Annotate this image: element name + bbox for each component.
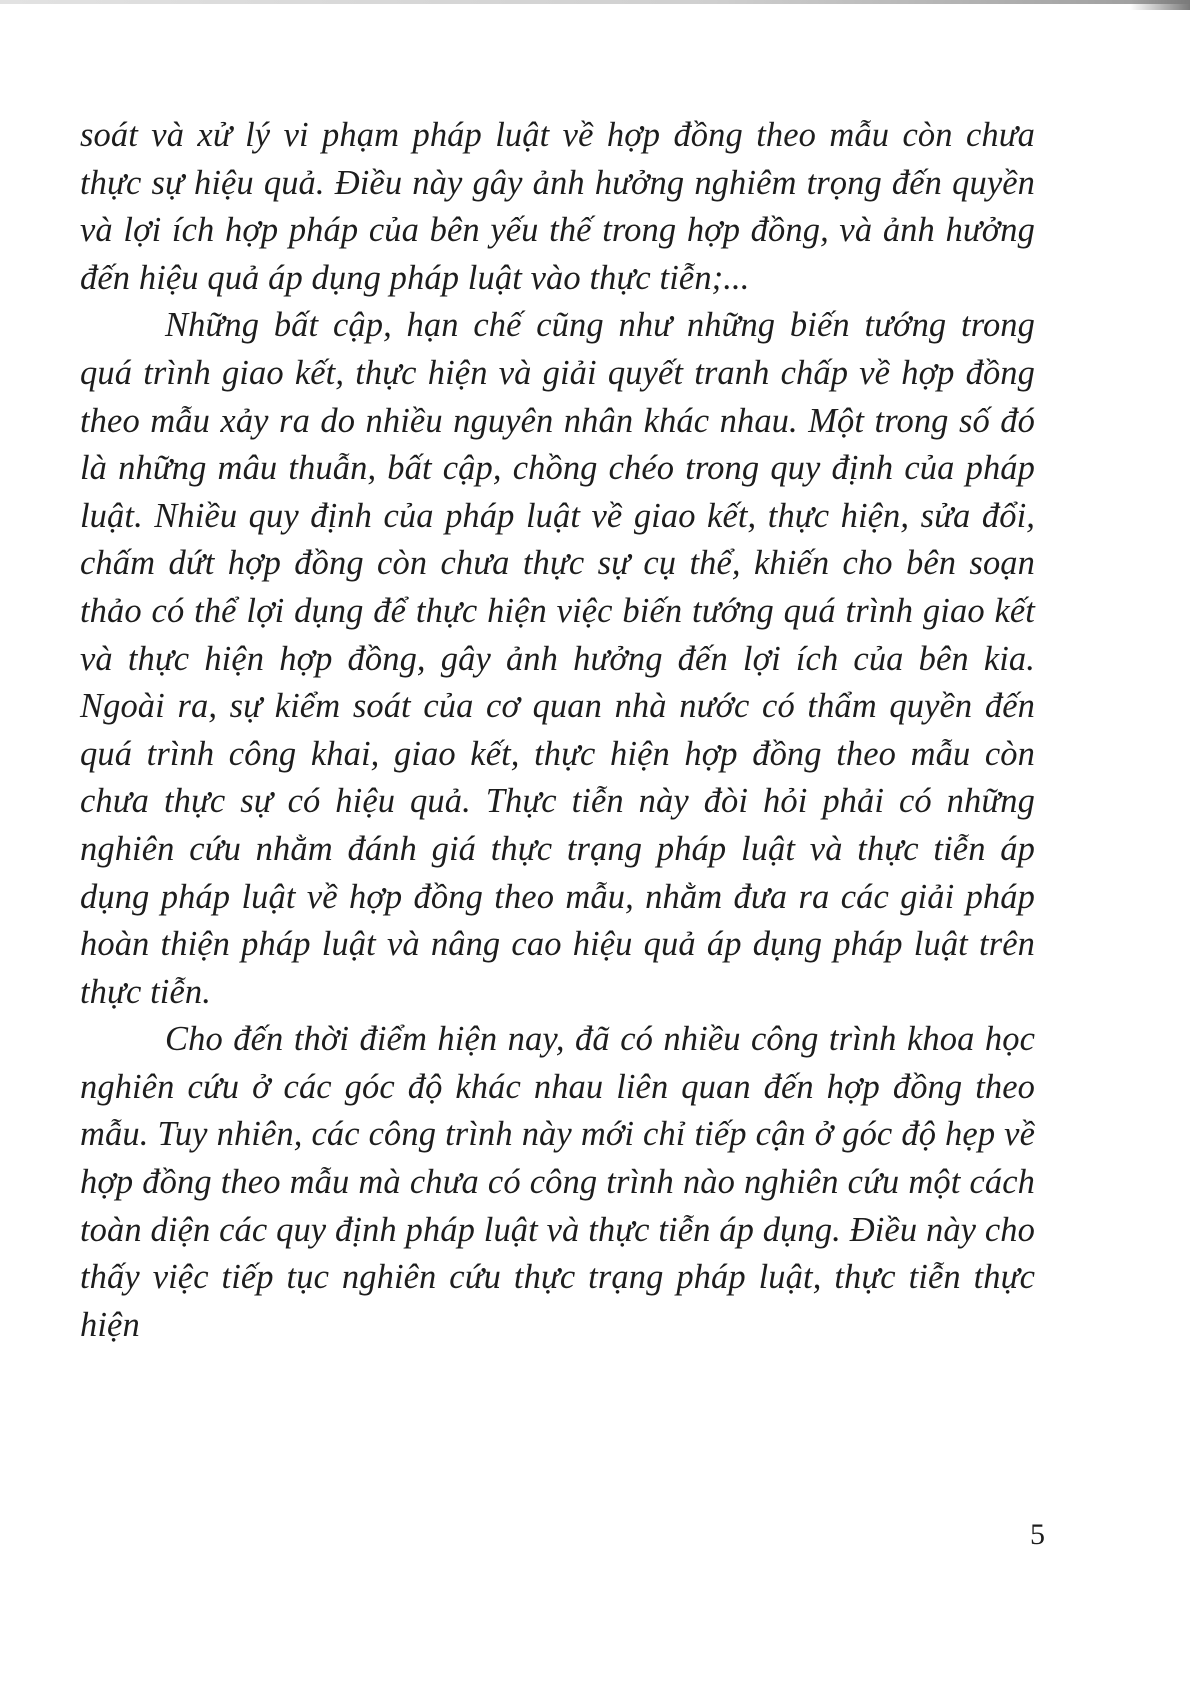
paragraph-3: Cho đến thời điểm hiện nay, đã có nhiều công trình khoa học nghiên cứu ở các góc độ khác nhau liên quan đến hợp đồng theo mẫu. Tuy nhiên, các công trình này mới chỉ tiếp cận ở góc độ hẹp về hợp đồng theo mẫu mà chưa có công trình nào nghiên cứu một cách toàn diện các quy định pháp luật và thực tiễn áp dụng. Điều này cho thấy việc tiếp tục nghiên cứu thực trạng pháp luật, thực tiễn thực hiện bbox=[80, 1020, 1035, 1344]
paragraph-1: soát và xử lý vi phạm pháp luật về hợp đồng theo mẫu còn chưa thực sự hiệu quả. Điều này gây ảnh hưởng nghiêm trọng đến quyền và lợi ích hợp pháp của bên yếu thế trong hợp đồng, và ảnh hưởng đến hiệu quả áp dụng pháp luật vào thực tiễn;... bbox=[80, 116, 1035, 297]
scan-top-edge bbox=[0, 0, 1190, 4]
scan-corner-shadow bbox=[1130, 0, 1190, 10]
body-text bbox=[80, 112, 1035, 1349]
paragraph-2: Những bất cập, hạn chế cũng như những biến tướng trong quá trình giao kết, thực hiện và giải quyết tranh chấp về hợp đồng theo mẫu xảy ra do nhiều nguyên nhân khác nhau. Một trong số đó là những mâu thuẫn, bất cập, chồng chéo trong quy định của pháp luật. Nhiều quy định của pháp luật về giao kết, thực hiện, sửa đổi, chấm dứt hợp đồng còn chưa thực sự cụ thể, khiến cho bên soạn thảo có thể lợi dụng để thực hiện việc biến tướng quá trình giao kết và thực hiện hợp đồng, gây ảnh hưởng đến lợi ích của bên kia. Ngoài ra, sự kiểm soát của cơ quan nhà nước có thẩm quyền đến quá trình công khai, giao kết, thực hiện hợp đồng theo mẫu còn chưa thực sự có hiệu quả. Thực tiễn này đòi hỏi phải có những nghiên cứu nhằm đánh giá thực trạng pháp luật và thực tiễn áp dụng pháp luật về hợp đồng theo mẫu, nhằm đưa ra các giải pháp hoàn thiện pháp luật và nâng cao hiệu quả áp dụng pháp luật trên thực tiễn. bbox=[80, 306, 1035, 1011]
page-number: 5 bbox=[1030, 1518, 1045, 1551]
